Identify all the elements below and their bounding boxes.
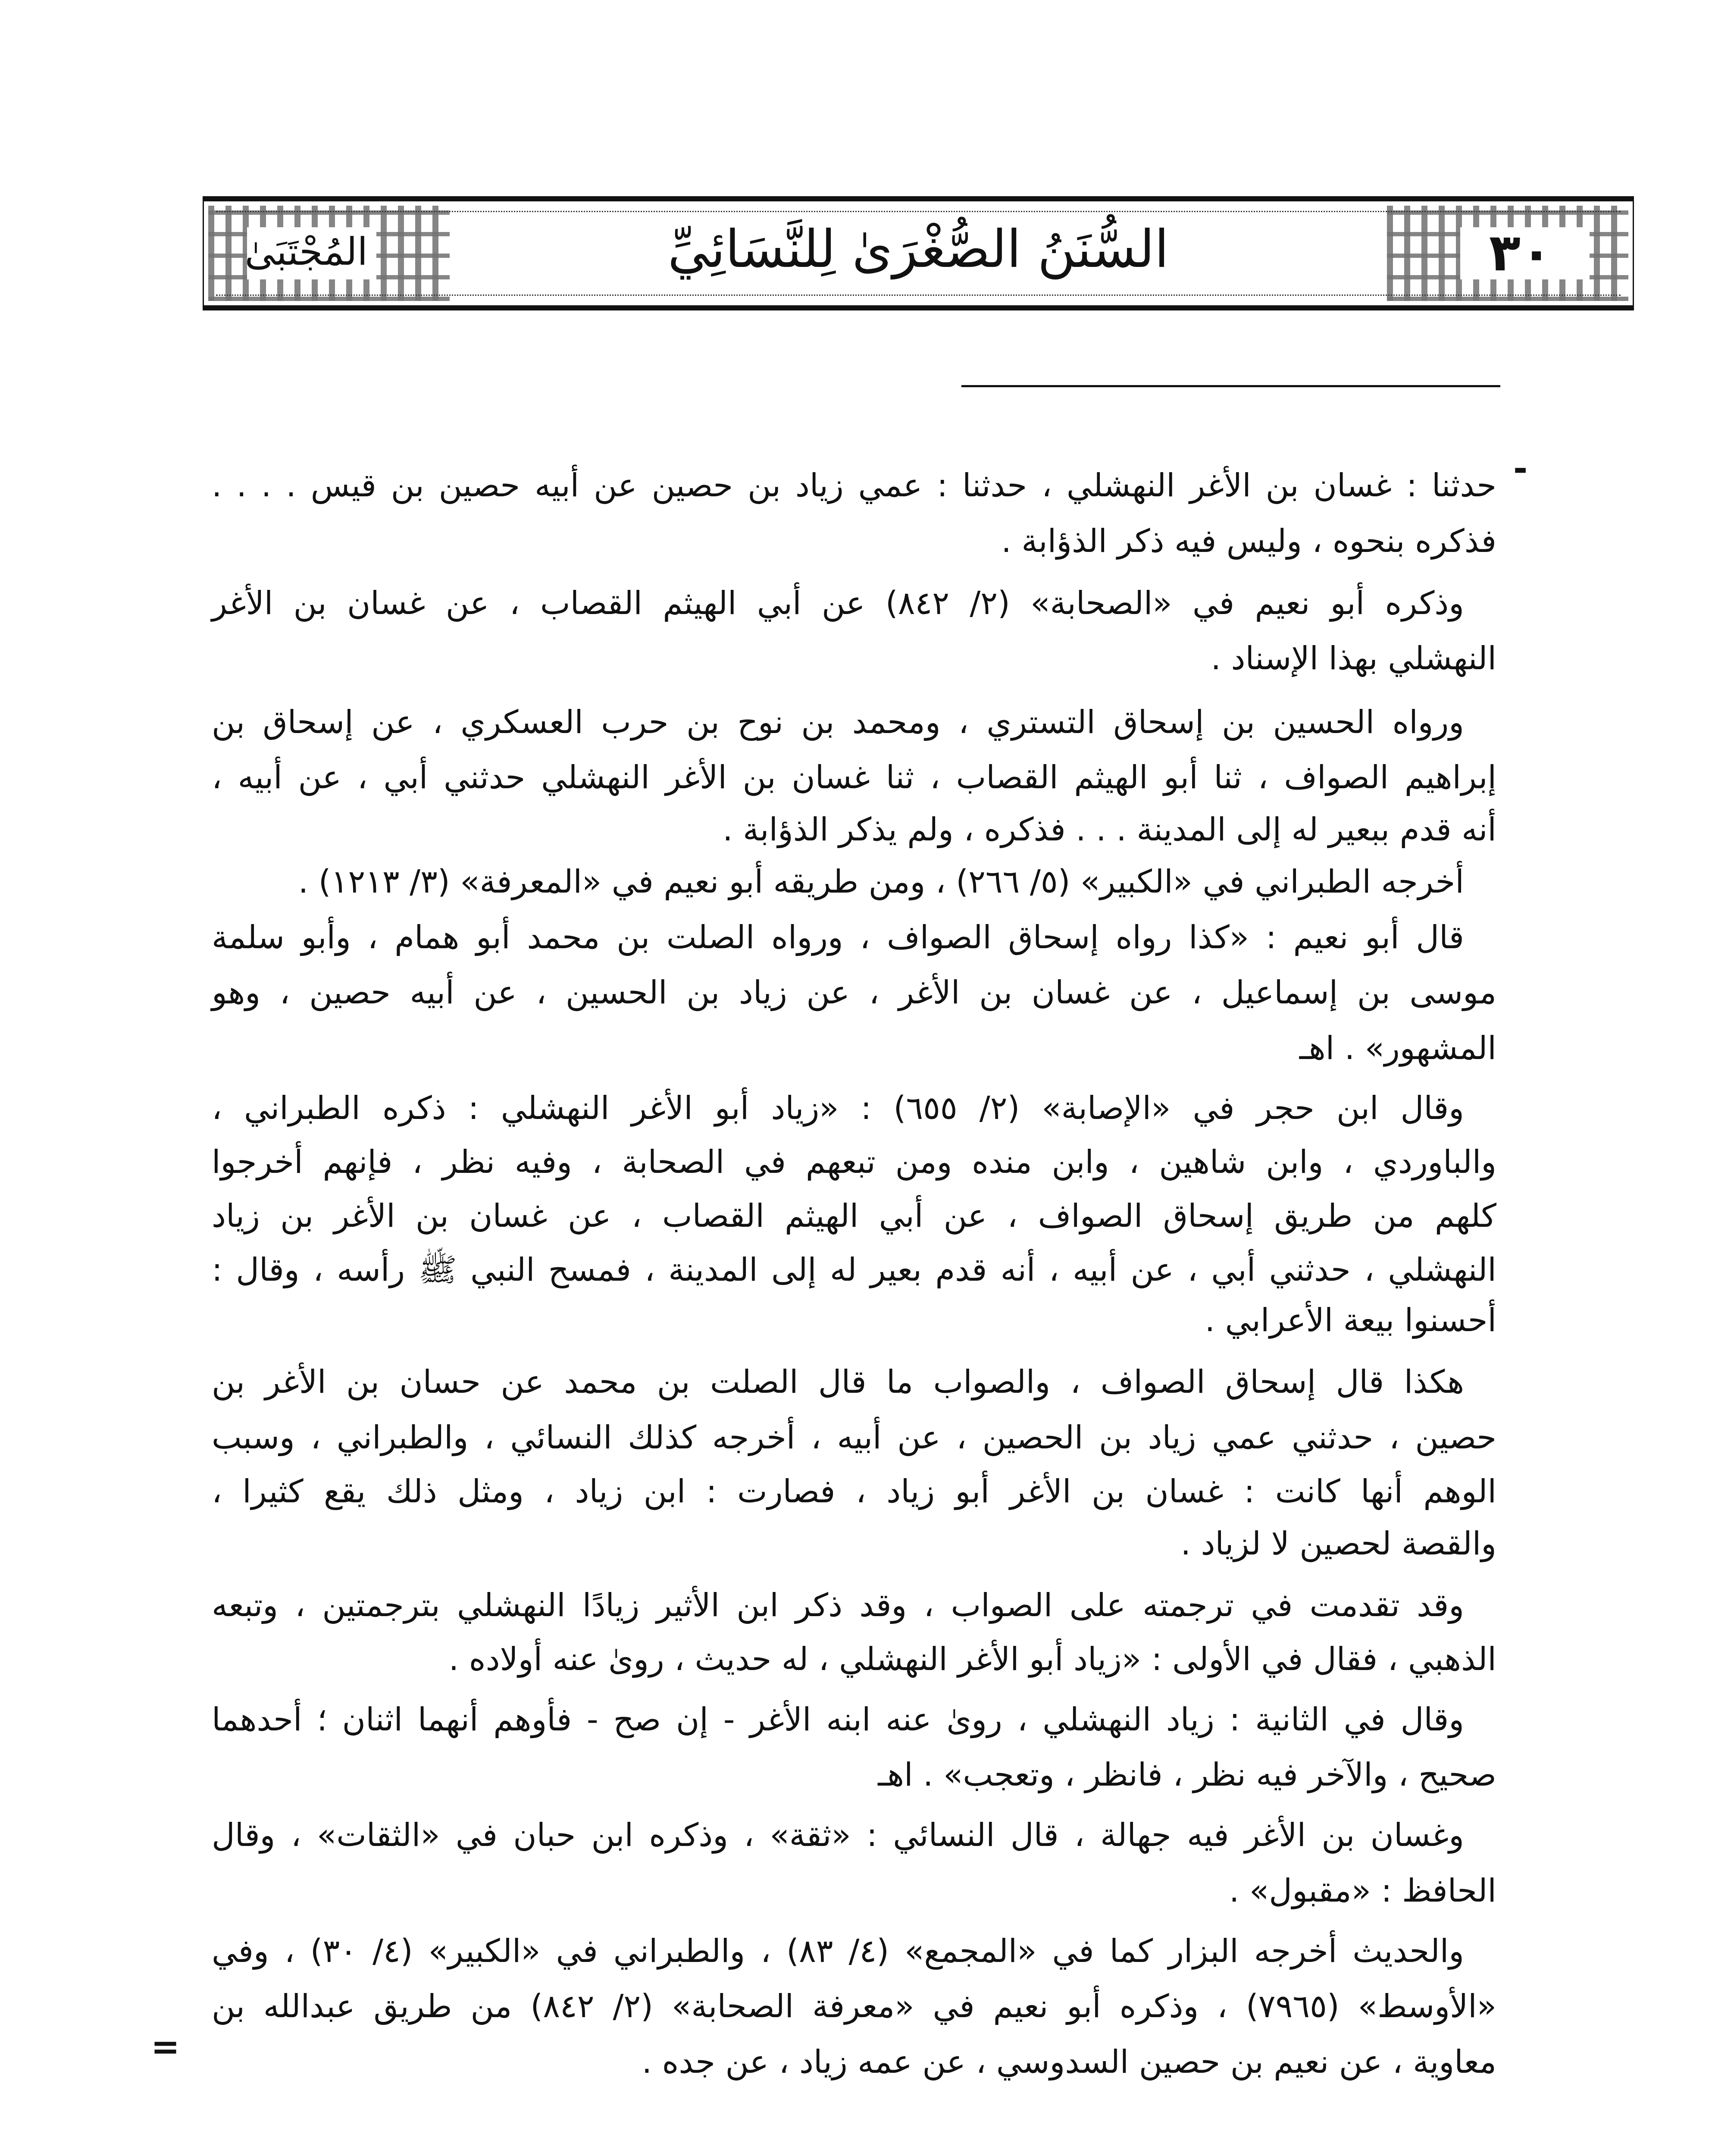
text-line: والحديث أخرجه البزار كما في «المجمع» (٤/ ٨٣) ، والطبراني في «الكبير» (٤/ ٣٠) ، وفي (212, 1933, 1464, 1970)
text-line: النهشلي بهذا الإسناد . (1211, 640, 1496, 677)
text-line: وغسان بن الأغر فيه جهالة ، قال النسائي : «ثقة» ، وذكره ابن حبان في «الثقات» ، وقال (212, 1817, 1464, 1854)
running-header (203, 196, 1634, 310)
text-line: أنه قدم ببعير له إلى المدينة . . . فذكره ، ولم يذكر الذؤابة . (723, 811, 1496, 848)
text-line: معاوية ، عن نعيم بن حصين السدوسي ، عن عمه زياد ، عن جده . (642, 2043, 1496, 2081)
footnote-separator (961, 385, 1500, 387)
text-line: صحيح ، والآخر فيه نظر ، فانظر ، وتعجب» . اهـ (878, 1756, 1496, 1793)
continuation-mark-end: = (151, 2027, 180, 2067)
text-line: والقصة لحصين لا لزياد . (1180, 1525, 1496, 1562)
book-subtitle: المُجْتَبَىٰ (244, 229, 368, 274)
text-line: ورواه الحسين بن إسحاق التستري ، ومحمد بن نوح بن حرب العسكري ، عن إسحاق بن (212, 704, 1464, 741)
text-line: موسى بن إسماعيل ، عن غسان بن الأغر ، عن زياد بن الحسين ، عن أبيه حصين ، وهو (212, 974, 1496, 1011)
text-line: حصين ، حدثني عمي زياد بن الحصين ، عن أبيه ، أخرجه كذلك النسائي ، والطبراني ، وسبب (212, 1419, 1496, 1456)
text-line: حدثنا : غسان بن الأغر النهشلي ، حدثنا : عمي زياد بن حصين عن أبيه حصين بن قيس . . . . (212, 467, 1496, 504)
text-line: والباوردي ، وابن شاهين ، وابن منده ومن تبعهم في الصحابة ، وفيه نظر ، فإنهم أخرجوا (212, 1144, 1496, 1181)
text-line: قال أبو نعيم : «كذا رواه إسحاق الصواف ، ورواه الصلت بن محمد أبو همام ، وأبو سلمة (212, 919, 1464, 956)
text-line: إبراهيم الصواف ، ثنا أبو الهيثم القصاب ، ثنا غسان بن الأغر النهشلي حدثني أبي ، عن أبيه ، (212, 759, 1496, 796)
text-line: هكذا قال إسحاق الصواف ، والصواب ما قال الصلت بن محمد عن حسان بن الأغر بن (212, 1363, 1464, 1401)
text-line: «الأوسط» (٧٩٦٥) ، وذكره أبو نعيم في «معرفة الصحابة» (٢/ ٨٤٢) من طريق عبدالله بن (212, 1988, 1496, 2025)
text-line: الحافظ : «مقبول» . (1229, 1872, 1496, 1909)
text-line: أحسنوا بيعة الأعرابي . (1205, 1302, 1496, 1339)
text-line: الذهبي ، فقال في الأولى : «زياد أبو الأغر النهشلي ، له حديث ، روىٰ عنه أولاده . (448, 1641, 1496, 1678)
text-line: وقال في الثانية : زياد النهشلي ، روىٰ عنه ابنه الأغر - إن صح - فأوهم أنهما اثنان ؛ أحدهما (212, 1701, 1464, 1738)
text-line: فذكره بنحوه ، وليس فيه ذكر الذؤابة . (1001, 523, 1496, 560)
book-title: السُّنَنُ الصُّغْرَىٰ لِلنَّسَائِيِّ (667, 219, 1169, 279)
text-line: المشهور» . اهـ (1299, 1030, 1496, 1067)
text-line: النهشلي ، حدثني أبي ، عن أبيه ، أنه قدم بعير له إلى المدينة ، فمسح النبي ﷺ رأسه ، وقال : (212, 1251, 1496, 1288)
text-line: وقد تقدمت في ترجمته على الصواب ، وقد ذكر ابن الأثير زيادًا النهشلي بترجمتين ، وتبعه (212, 1587, 1464, 1624)
text-line: الوهم أنها كانت : غسان بن الأغر أبو زياد ، فصارت : ابن زياد ، ومثل ذلك يقع كثيرا ، (212, 1473, 1496, 1510)
text-line: كلهم من طريق إسحاق الصواف ، عن أبي الهيثم القصاب ، عن غسان بن الأغر بن زياد (212, 1197, 1496, 1235)
text-line: وقال ابن حجر في «الإصابة» (٢/ ٦٥٥) : «زياد أبو الأغر النهشلي : ذكره الطبراني ، (212, 1090, 1464, 1127)
continuation-mark-start: - (1513, 448, 1528, 489)
text-line: أخرجه الطبراني في «الكبير» (٥/ ٢٦٦) ، ومن طريقه أبو نعيم في «المعرفة» (٣/ ١٢١٣) . (298, 863, 1464, 900)
text-line: وذكره أبو نعيم في «الصحابة» (٢/ ٨٤٢) عن أبي الهيثم القصاب ، عن غسان بن الأغر (212, 585, 1464, 622)
page-number: ٣٠ (1489, 223, 1552, 283)
